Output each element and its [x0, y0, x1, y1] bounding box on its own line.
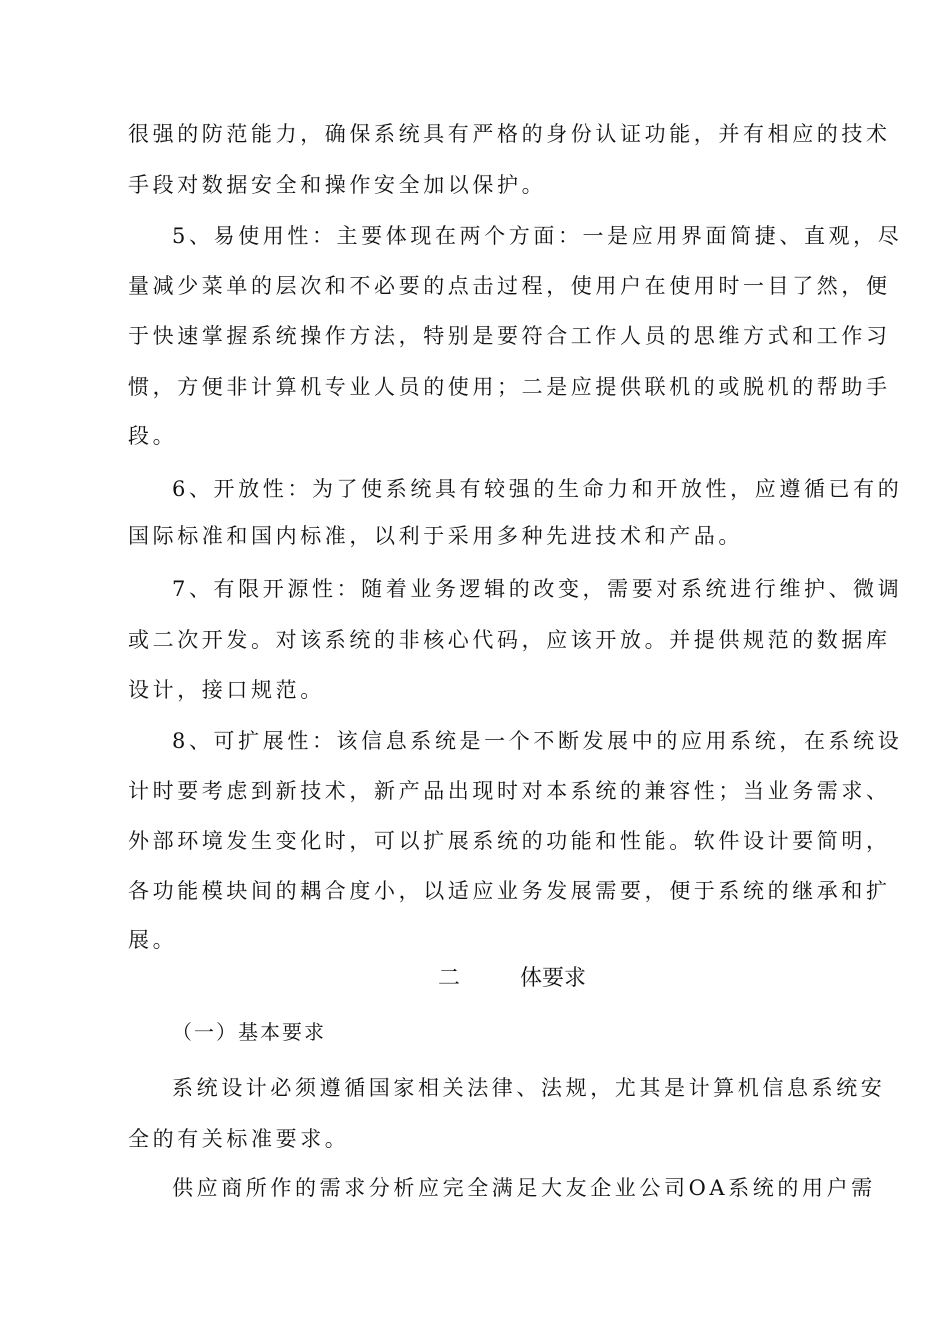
subsection-heading: （一）基本要求: [172, 1020, 326, 1044]
body-line: 很强的防范能力，确保系统具有严格的身份认证功能，并有相应的技术: [128, 122, 891, 146]
body-line: 或二次开发。对该系统的非核心代码，应该开放。并提供规范的数据库: [128, 628, 891, 652]
body-line: 外部环境发生变化时，可以扩展系统的功能和性能。软件设计要简明，: [128, 829, 891, 853]
body-line: 于快速掌握系统操作方法，特别是要符合工作人员的思维方式和工作习: [128, 324, 891, 348]
body-line: 手段对数据安全和操作安全加以保护。: [128, 173, 547, 197]
body-line: 段。: [128, 424, 178, 448]
item-8-line: 8、可扩展性：该信息系统是一个不断发展中的应用系统，在系统设: [172, 729, 903, 753]
section-heading-title: 体要求: [520, 966, 587, 991]
body-line: 计时要考虑到新技术，新产品出现时对本系统的兼容性；当业务需求、: [128, 779, 891, 803]
body-line: 惯，方便非计算机专业人员的使用；二是应提供联机的或脱机的帮助手: [128, 375, 891, 399]
body-line: 设计，接口规范。: [128, 678, 325, 702]
body-line: 量减少菜单的层次和不必要的点击过程，使用户在使用时一目了然，便: [128, 274, 891, 298]
body-line: 各功能模块间的耦合度小，以适应业务发展需要，便于系统的继承和扩: [128, 879, 891, 903]
body-line: 全的有关标准要求。: [128, 1127, 350, 1151]
section-heading-number: 二: [438, 966, 461, 991]
item-7-line: 7、有限开源性：随着业务逻辑的改变，需要对系统进行维护、微调: [172, 577, 903, 601]
item-5-line: 5、易使用性：主要体现在两个方面：一是应用界面简捷、直观，尽: [172, 224, 903, 248]
body-line: 供应商所作的需求分析应完全满足大友企业公司OA系统的用户需: [172, 1176, 876, 1200]
body-line: 国际标准和国内标准，以利于采用多种先进技术和产品。: [128, 524, 743, 548]
item-6-line: 6、开放性：为了使系统具有较强的生命力和开放性，应遵循已有的: [172, 477, 903, 501]
body-line: 系统设计必须遵循国家相关法律、法规，尤其是计算机信息系统安: [172, 1076, 886, 1100]
body-line: 展。: [128, 928, 178, 952]
